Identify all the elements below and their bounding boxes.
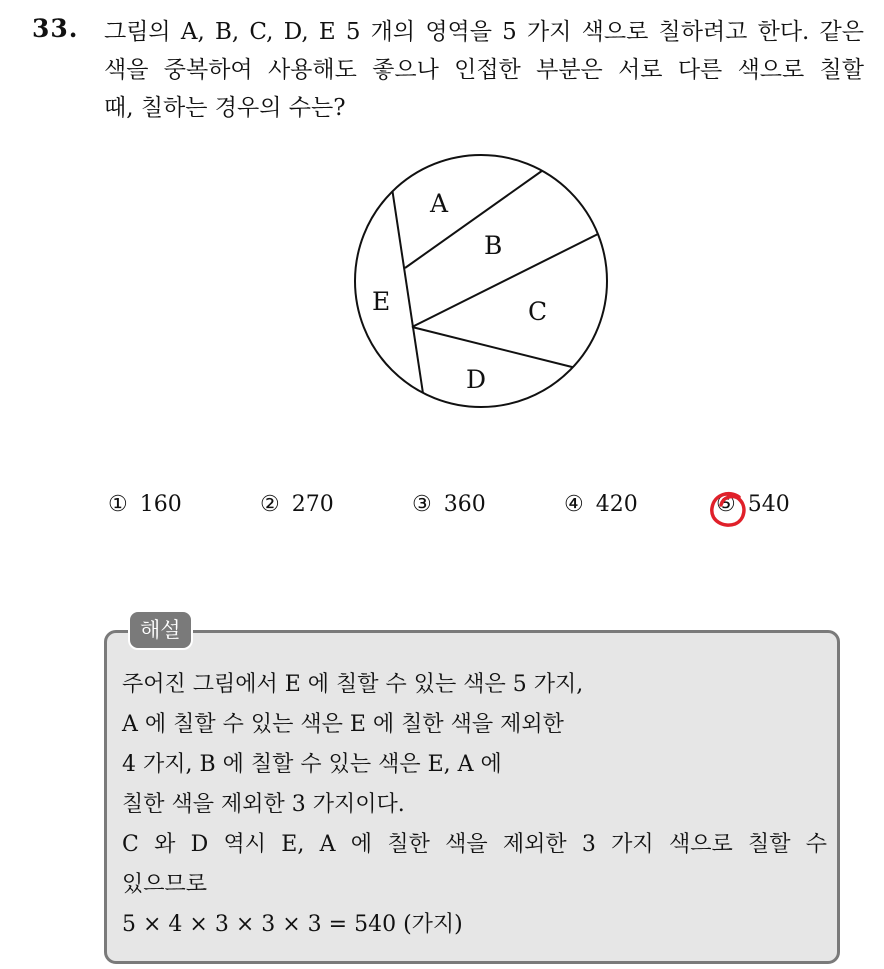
choice-4[interactable] <box>564 492 638 517</box>
choice-2-number: ② <box>260 492 280 517</box>
solution-line-1: 주어진 그림에서 E 에 칠할 수 있는 색은 5 가지, <box>122 672 584 697</box>
divider-c-d <box>412 327 576 368</box>
question-text <box>104 13 864 127</box>
solution-line-2: A 에 칠할 수 있는 색은 E 에 칠한 색을 제외한 <box>122 712 564 737</box>
choice-1-value: 160 <box>139 492 182 517</box>
solution-line-4: 칠한 색을 제외한 3 가지이다. <box>122 792 405 817</box>
choice-1[interactable] <box>108 492 182 517</box>
region-label-b: B <box>484 231 503 260</box>
choice-1-number: ① <box>108 492 128 517</box>
question-line-1: 그림의 A, B, C, D, E 5 개의 영역을 5 가지 색으로 칠하려고 한다. 같은 <box>104 19 864 45</box>
solution-line-3: 4 가지, B 에 칠할 수 있는 색은 E, A 에 <box>122 752 502 777</box>
choice-3-value: 360 <box>443 492 486 517</box>
choice-3-number: ③ <box>412 492 432 517</box>
choice-2[interactable] <box>260 492 334 517</box>
solution-line-6: 있으므로 <box>122 872 208 897</box>
divider-e-left <box>392 188 424 400</box>
choice-5-number: ⑤ <box>716 492 736 517</box>
choice-4-number: ④ <box>564 492 584 517</box>
problem-number: 33. <box>32 14 79 43</box>
answer-circle-stroke <box>712 494 744 525</box>
region-label-a: A <box>430 189 449 218</box>
choice-2-value: 270 <box>291 492 334 517</box>
answer-circle-mark <box>706 489 752 531</box>
solution-line-5: C 와 D 역시 E, A 에 칠한 색을 제외한 3 가지 색으로 칠할 수 <box>122 832 827 857</box>
region-label-d: D <box>466 365 487 394</box>
region-label-c: C <box>528 297 548 326</box>
choice-4-value: 420 <box>595 492 638 517</box>
question-line-3: 때, 칠하는 경우의 수는? <box>104 95 346 121</box>
divider-b-c <box>412 232 602 327</box>
divider-a-b <box>405 168 546 268</box>
solution-tag: 해설 <box>128 610 193 650</box>
choice-5-value: 540 <box>747 492 790 517</box>
choice-3[interactable] <box>412 492 486 517</box>
solution-body <box>122 665 827 945</box>
solution-line-7: 5 × 4 × 3 × 3 × 3 = 540 (가지) <box>122 912 463 937</box>
circle-regions-figure <box>350 150 620 415</box>
region-label-e: E <box>372 287 391 316</box>
question-line-2: 색을 중복하여 사용해도 좋으나 인접한 부분은 서로 다른 색으로 칠할 <box>104 57 864 83</box>
